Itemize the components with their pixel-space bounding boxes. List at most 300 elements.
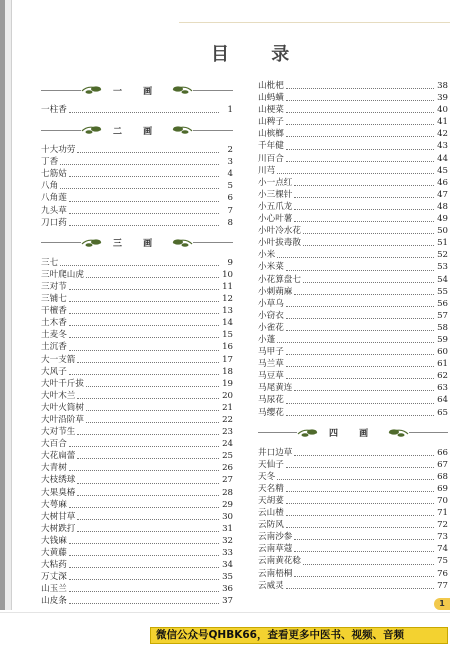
dot-leader <box>69 555 219 556</box>
toc-entry-name: 小草乌 <box>258 298 284 309</box>
toc-entry[interactable] <box>258 580 448 592</box>
toc-entry[interactable] <box>258 116 448 128</box>
toc-entry[interactable] <box>41 487 233 499</box>
toc-entry[interactable] <box>258 519 448 531</box>
toc-entry-name: 小花算盘七 <box>258 274 301 285</box>
toc-entry-page: 49 <box>437 214 448 225</box>
toc-entry-name: 大枝绣球 <box>41 475 76 486</box>
toc-entry-page: 73 <box>437 532 448 543</box>
leaf-ornament-icon <box>81 84 103 96</box>
leaf-ornament-icon <box>297 427 319 439</box>
dot-leader <box>86 410 219 411</box>
toc-entry[interactable] <box>41 205 233 217</box>
toc-entry[interactable] <box>258 358 448 370</box>
dot-leader <box>69 301 219 302</box>
toc-entry-page: 42 <box>437 129 448 140</box>
toc-entry-page: 56 <box>437 298 448 309</box>
toc-entry-name: 井口边草 <box>258 447 293 458</box>
dot-leader <box>86 386 219 387</box>
toc-entry[interactable] <box>258 370 448 382</box>
toc-entry-name: 小刺蒴麻 <box>258 286 293 297</box>
toc-entry-page: 70 <box>437 496 448 506</box>
toc-entry-page: 3 <box>227 157 233 168</box>
dot-leader <box>69 289 219 290</box>
toc-entry-name: 马尿花 <box>258 395 284 406</box>
toc-entry[interactable] <box>41 462 233 474</box>
toc-entry[interactable] <box>41 168 233 180</box>
toc-entry-name: 川芎 <box>258 165 276 176</box>
toc-entry-name: 大青树 <box>41 463 67 474</box>
toc-entry-page: 61 <box>437 359 448 370</box>
toc-entry-page: 62 <box>437 371 448 382</box>
dot-leader <box>286 354 434 355</box>
dot-leader <box>77 362 219 363</box>
toc-entry[interactable] <box>258 459 448 471</box>
toc-entry[interactable] <box>258 495 448 507</box>
dot-leader <box>286 136 434 137</box>
toc-entry[interactable] <box>41 329 233 341</box>
dot-leader <box>60 164 219 165</box>
dot-leader <box>286 270 434 271</box>
toc-entry[interactable] <box>258 128 448 140</box>
toc-entry[interactable] <box>258 555 448 567</box>
toc-entry-name: 小米 <box>258 250 276 261</box>
toc-entry-name: 干檀香 <box>41 306 67 317</box>
toc-entry[interactable] <box>258 568 448 580</box>
toc-entry-page: 38 <box>437 81 448 91</box>
dot-leader <box>69 603 219 604</box>
toc-entry-page: 32 <box>222 535 233 546</box>
toc-entry-name: 三七 <box>41 257 59 268</box>
section-heading <box>41 235 233 251</box>
toc-entry[interactable] <box>41 281 233 293</box>
toc-entry-name: 三对节 <box>41 281 67 292</box>
toc-entry-name: 土麦冬 <box>41 330 67 341</box>
toc-entry[interactable] <box>258 201 448 213</box>
toc-entry-name: 马兰草 <box>258 359 284 370</box>
toc-entry-page: 44 <box>437 153 448 164</box>
toc-entry-page: 67 <box>437 459 448 470</box>
toc-entry-page: 36 <box>222 584 233 595</box>
toc-entry-page: 50 <box>437 226 448 237</box>
toc-entry[interactable] <box>41 511 233 523</box>
toc-entry-page: 74 <box>437 544 448 555</box>
toc-entry[interactable] <box>258 334 448 346</box>
footer-banner: 微信公众号QHBK66，查看更多中医书、视频、音频 <box>150 627 448 644</box>
dot-leader <box>303 245 434 246</box>
toc-entry-name: 小雀花 <box>258 322 284 333</box>
toc-entry[interactable] <box>258 483 448 495</box>
dot-leader <box>69 213 219 214</box>
dot-leader <box>294 576 434 577</box>
dot-leader <box>77 531 219 532</box>
dot-leader <box>60 188 219 189</box>
toc-entry[interactable] <box>41 217 233 229</box>
toc-entry[interactable] <box>258 225 448 237</box>
top-rule <box>179 22 450 23</box>
toc-entry[interactable] <box>258 261 448 273</box>
section-heading <box>41 82 233 98</box>
toc-entry-page: 71 <box>437 508 448 519</box>
dot-leader <box>69 470 219 471</box>
dot-leader <box>77 434 219 435</box>
dot-leader <box>69 543 219 544</box>
dot-leader <box>294 551 434 552</box>
toc-entry[interactable] <box>258 394 448 406</box>
toc-entry-name: 马缨花 <box>258 407 284 418</box>
toc-entry[interactable] <box>258 507 448 519</box>
dot-leader <box>286 100 434 101</box>
toc-entry[interactable] <box>41 547 233 559</box>
toc-entry[interactable] <box>41 366 233 378</box>
toc-entry-name: 云山楂 <box>258 508 284 519</box>
toc-left-column <box>41 76 233 607</box>
toc-entry[interactable] <box>41 499 233 511</box>
toc-entry-name: 川百合 <box>258 153 284 164</box>
toc-entry[interactable] <box>41 426 233 438</box>
toc-entry[interactable] <box>41 180 233 192</box>
toc-entry-page: 69 <box>437 483 448 494</box>
leaf-ornament-icon <box>81 124 103 136</box>
toc-entry-page: 75 <box>437 556 448 567</box>
toc-entry-name: 三铺七 <box>41 294 67 305</box>
dot-leader <box>60 265 219 266</box>
toc-entry-name: 大叶火筒树 <box>41 402 84 413</box>
dot-leader <box>286 503 434 504</box>
toc-entry-page: 21 <box>222 402 233 413</box>
toc-entry-name: 大叶沿阶草 <box>41 414 84 425</box>
toc-entry[interactable] <box>41 559 233 571</box>
toc-entry-page: 53 <box>437 262 448 273</box>
toc-entry[interactable] <box>258 447 448 459</box>
toc-entry-name: 小叶拔毒散 <box>258 238 301 249</box>
toc-entry-name: 土沉香 <box>41 342 67 353</box>
toc-entry[interactable] <box>258 382 448 394</box>
toc-entry-name: 大粘药 <box>41 560 67 571</box>
toc-entry-name: 小一点红 <box>258 177 293 188</box>
toc-entry-page: 59 <box>437 334 448 345</box>
toc-entry-page: 51 <box>437 238 448 249</box>
dot-leader <box>69 176 219 177</box>
toc-entry-page: 23 <box>222 427 233 438</box>
toc-entry[interactable] <box>41 474 233 486</box>
toc-entry-name: 小三棵针 <box>258 189 293 200</box>
leaf-ornament-icon <box>171 124 193 136</box>
dot-leader <box>69 201 219 202</box>
dot-leader <box>294 390 434 391</box>
toc-entry-page: 64 <box>437 395 448 406</box>
leaf-ornament-icon <box>387 427 409 439</box>
toc-entry[interactable] <box>258 471 448 483</box>
toc-entry-page: 43 <box>437 141 448 152</box>
section-heading <box>41 122 233 138</box>
leaf-ornament-icon <box>171 84 193 96</box>
toc-entry-page: 7 <box>227 205 233 216</box>
toc-entry-page: 2 <box>227 145 233 156</box>
toc-entry-page: 26 <box>222 463 233 474</box>
toc-entry[interactable] <box>41 402 233 414</box>
toc-entry[interactable] <box>41 535 233 547</box>
toc-entry-name: 大树跌打 <box>41 523 76 534</box>
toc-entry[interactable] <box>41 354 233 366</box>
dot-leader <box>286 588 434 589</box>
dot-leader <box>69 112 219 113</box>
section-heading <box>258 425 448 441</box>
toc-entry-page: 10 <box>222 269 233 280</box>
toc-entry-page: 55 <box>437 286 448 297</box>
dot-leader <box>77 519 219 520</box>
toc-entry-name: 小叶冷水花 <box>258 226 301 237</box>
dot-leader <box>294 197 434 198</box>
toc-page <box>11 0 450 612</box>
toc-entry[interactable] <box>258 531 448 543</box>
dot-leader <box>294 185 434 186</box>
toc-entry[interactable] <box>41 257 233 269</box>
toc-entry[interactable] <box>41 583 233 595</box>
toc-entry-name: 云防风 <box>258 520 284 531</box>
toc-entry-page: 1 <box>227 105 233 115</box>
toc-entry-name: 小米菜 <box>258 262 284 273</box>
toc-entry[interactable] <box>41 414 233 426</box>
dot-leader <box>286 403 434 404</box>
toc-entry-name: 山玉兰 <box>41 584 67 595</box>
toc-entry-name: 七筋姑 <box>41 169 67 180</box>
toc-entry-page: 25 <box>222 451 233 462</box>
toc-entry[interactable] <box>258 346 448 358</box>
dot-leader <box>69 337 219 338</box>
toc-entry[interactable] <box>41 317 233 329</box>
leaf-ornament-icon <box>81 237 103 249</box>
toc-entry-name: 天胡荽 <box>258 496 284 506</box>
toc-entry-name: 云南沙参 <box>258 532 293 543</box>
toc-entry[interactable] <box>41 341 233 353</box>
toc-entry-name: 刀口药 <box>41 217 67 228</box>
dot-leader <box>77 495 219 496</box>
dot-leader <box>69 579 219 580</box>
toc-entry[interactable] <box>258 237 448 249</box>
toc-entry-page: 28 <box>222 487 233 498</box>
toc-entry-name: 大风子 <box>41 366 67 377</box>
toc-entry-page: 33 <box>222 548 233 558</box>
dot-leader <box>286 467 434 468</box>
toc-entry-page: 9 <box>227 257 233 268</box>
toc-entry-name: 马豆草 <box>258 371 284 382</box>
toc-entry-page: 48 <box>437 201 448 212</box>
toc-entry[interactable] <box>258 213 448 225</box>
dot-leader <box>286 88 434 89</box>
toc-entry-name: 小窃衣 <box>258 310 284 321</box>
toc-entry-page: 20 <box>222 390 233 401</box>
toc-entry[interactable] <box>258 298 448 310</box>
toc-entry[interactable] <box>41 305 233 317</box>
toc-entry[interactable] <box>258 80 448 92</box>
dot-leader <box>294 539 434 540</box>
toc-entry[interactable] <box>41 269 233 281</box>
dot-leader <box>69 446 219 447</box>
toc-entry-name: 云南黄花稔 <box>258 556 301 567</box>
toc-entry[interactable] <box>258 140 448 152</box>
toc-entry-name: 山皮条 <box>41 596 67 607</box>
toc-entry-page: 54 <box>437 274 448 285</box>
toc-entry-page: 34 <box>222 560 233 571</box>
toc-entry-page: 29 <box>222 499 233 510</box>
toc-entry-page: 13 <box>222 306 233 317</box>
toc-right-column <box>258 80 448 592</box>
dot-leader <box>77 483 219 484</box>
toc-entry[interactable] <box>41 293 233 305</box>
toc-entry[interactable] <box>41 390 233 402</box>
toc-entry-name: 九头草 <box>41 205 67 216</box>
dot-leader <box>77 152 219 153</box>
section-heading-label: 二 画 <box>112 126 162 137</box>
dot-leader <box>294 221 434 222</box>
toc-entry-name: 大叶木兰 <box>41 390 76 401</box>
dot-leader <box>69 350 219 351</box>
dot-leader <box>286 366 434 367</box>
toc-entry-name: 山蚂蟥 <box>258 93 284 104</box>
dot-leader <box>77 398 219 399</box>
toc-entry-page: 5 <box>227 181 233 192</box>
toc-entry-name: 丁香 <box>41 157 59 168</box>
dot-leader <box>286 491 434 492</box>
toc-entry-page: 6 <box>227 193 233 204</box>
toc-entry-page: 45 <box>437 165 448 176</box>
toc-entry-page: 16 <box>222 342 233 353</box>
toc-entry-name: 天冬 <box>258 471 276 482</box>
toc-entry-name: 云威灵 <box>258 580 284 591</box>
toc-entry-name: 小心叶薯 <box>258 214 293 225</box>
toc-entry-name: 大钱麻 <box>41 535 67 546</box>
toc-entry-name: 云南草蔻 <box>258 544 293 555</box>
toc-entry-page: 47 <box>437 189 448 200</box>
dot-leader <box>286 515 434 516</box>
dot-leader <box>69 591 219 592</box>
toc-entry-page: 58 <box>437 322 448 333</box>
toc-entry-name: 大花扁蕾 <box>41 451 76 462</box>
toc-entry-page: 19 <box>222 378 233 389</box>
toc-entry-page: 65 <box>437 407 448 418</box>
toc-entry[interactable] <box>41 571 233 583</box>
toc-entry[interactable] <box>41 156 233 168</box>
toc-entry[interactable] <box>41 144 233 156</box>
toc-entry[interactable] <box>41 378 233 390</box>
toc-entry[interactable] <box>41 438 233 450</box>
toc-entry-page: 76 <box>437 568 448 579</box>
toc-entry-page: 27 <box>222 475 233 486</box>
toc-entry[interactable] <box>258 310 448 322</box>
toc-entry[interactable] <box>258 249 448 261</box>
toc-entry-page: 30 <box>222 511 233 522</box>
toc-entry-page: 40 <box>437 105 448 116</box>
toc-entry[interactable] <box>258 104 448 116</box>
toc-entry-page: 52 <box>437 250 448 261</box>
toc-entry-name: 大黄藤 <box>41 548 67 558</box>
toc-entry-page: 11 <box>222 281 233 292</box>
dot-leader <box>286 378 434 379</box>
toc-entry-page: 39 <box>437 93 448 104</box>
toc-entry[interactable] <box>41 192 233 204</box>
toc-entry[interactable] <box>258 92 448 104</box>
dot-leader <box>69 374 219 375</box>
dot-leader <box>69 325 219 326</box>
toc-entry[interactable] <box>258 189 448 201</box>
toc-entry-page: 46 <box>437 177 448 188</box>
section-heading-label: 四 画 <box>328 429 378 440</box>
toc-entry[interactable] <box>258 165 448 177</box>
dot-leader <box>294 294 434 295</box>
toc-entry-name: 马尾黄连 <box>258 383 293 394</box>
dot-leader <box>277 257 434 258</box>
toc-entry-name: 云南梧桐 <box>258 568 293 579</box>
toc-entry-page: 22 <box>222 414 233 425</box>
toc-entry-page: 41 <box>437 117 448 128</box>
toc-entry[interactable] <box>258 286 448 298</box>
toc-entry[interactable] <box>258 407 448 419</box>
toc-entry[interactable] <box>258 543 448 555</box>
toc-entry-page: 57 <box>437 310 448 321</box>
toc-entry[interactable] <box>258 177 448 189</box>
toc-entry-page: 18 <box>222 366 233 377</box>
toc-entry-page: 12 <box>222 294 233 305</box>
dot-leader <box>286 527 434 528</box>
toc-entry-page: 15 <box>222 330 233 341</box>
toc-entry-page: 14 <box>222 318 233 329</box>
dot-leader <box>277 173 434 174</box>
toc-entry-name: 三叶爬山虎 <box>41 269 84 280</box>
dot-leader <box>69 507 219 508</box>
toc-entry[interactable] <box>41 523 233 535</box>
dot-leader <box>286 330 434 331</box>
dot-leader <box>286 306 434 307</box>
dot-leader <box>303 282 434 283</box>
toc-entry-name: 山稗子 <box>258 117 284 128</box>
dot-leader <box>69 567 219 568</box>
toc-entry-name: 大萼麻 <box>41 499 67 510</box>
toc-entry-name: 大树甘草 <box>41 511 76 522</box>
toc-entry-page: 60 <box>437 347 448 358</box>
dot-leader <box>294 455 434 456</box>
toc-entry[interactable] <box>258 274 448 286</box>
toc-entry[interactable] <box>41 450 233 462</box>
toc-entry-name: 天名精 <box>258 483 284 494</box>
section-heading-label: 一 画 <box>112 86 162 97</box>
toc-entry-name: 万丈深 <box>41 572 67 583</box>
toc-entry-name: 天仙子 <box>258 459 284 470</box>
toc-entry-page: 31 <box>222 523 233 534</box>
section-heading-label: 三 画 <box>112 239 162 250</box>
dot-leader <box>69 313 219 314</box>
toc-entry[interactable] <box>41 595 233 607</box>
toc-entry-page: 17 <box>222 354 233 365</box>
toc-entry[interactable] <box>258 322 448 334</box>
dot-leader <box>277 342 434 343</box>
dot-leader <box>286 149 434 150</box>
dot-leader <box>303 564 434 565</box>
dot-leader <box>277 479 434 480</box>
toc-entry-page: 63 <box>437 383 448 394</box>
dot-leader <box>286 318 434 319</box>
toc-entry-page: 37 <box>222 596 233 607</box>
toc-entry[interactable] <box>41 104 233 116</box>
toc-entry-page: 72 <box>437 520 448 531</box>
toc-entry-name: 一柱香 <box>41 105 67 115</box>
toc-entry-name: 山槟榔 <box>258 129 284 140</box>
toc-entry-name: 小五爪龙 <box>258 201 293 212</box>
toc-entry-name: 八角 <box>41 181 59 192</box>
toc-entry[interactable] <box>258 153 448 165</box>
toc-entry-page: 8 <box>227 217 233 228</box>
toc-entry-name: 山梗菜 <box>258 105 284 116</box>
